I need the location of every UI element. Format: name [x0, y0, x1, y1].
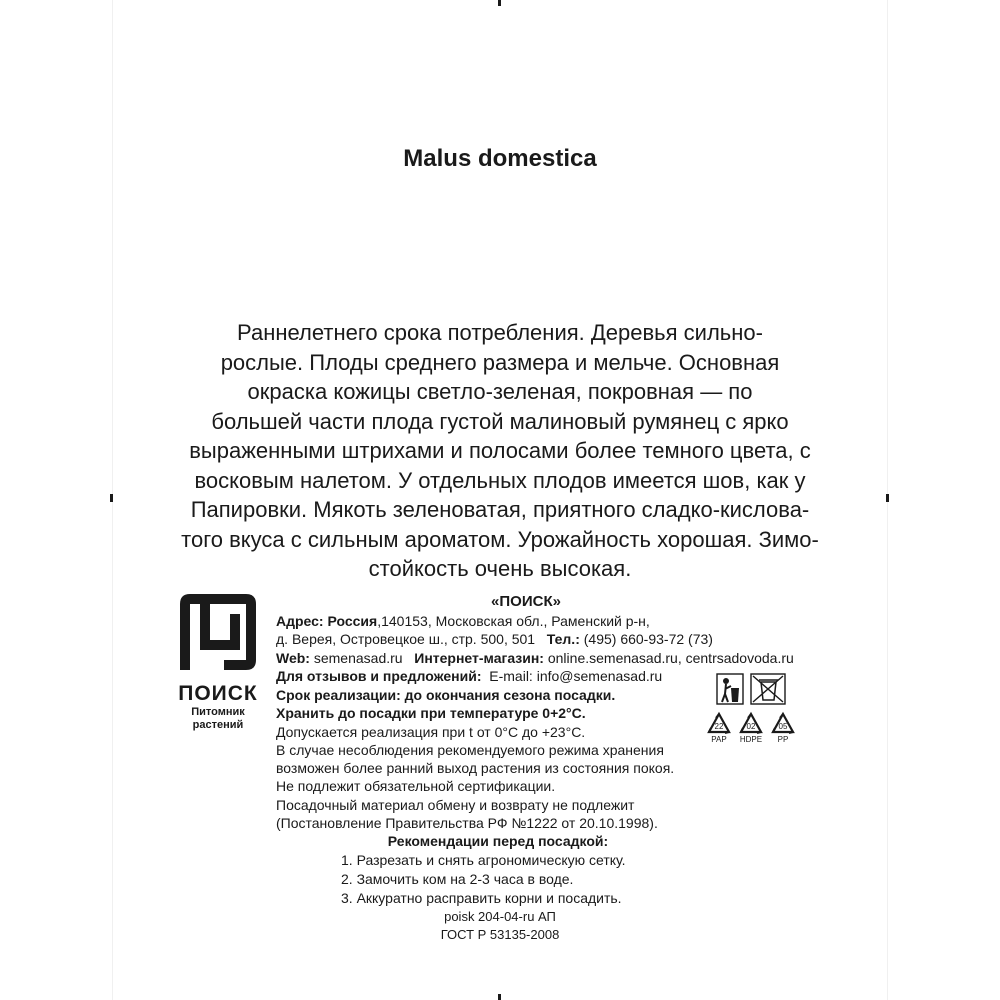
- recycling-icons: [706, 672, 798, 752]
- description-line: Раннелетнего срока потребления. Деревья сильно-: [237, 320, 763, 345]
- phone-label: Тел.:: [546, 631, 580, 647]
- certification-note: Не подлежит обязательной сертификации.: [276, 778, 556, 795]
- address-country: Россия: [327, 612, 378, 629]
- storage-info: [276, 686, 716, 832]
- planting-recommendations: [276, 832, 676, 908]
- address-street: д. Верея, Островецкое ш., стр. 500, 501: [276, 631, 536, 647]
- description-line: стойкость очень высокая.: [368, 556, 632, 581]
- return-policy-line-2: (Постановление Правительства РФ №1222 от 20.10.1998).: [276, 815, 658, 832]
- tidyman-icon: [717, 674, 743, 704]
- description-line: окраска кожицы светло-зеленая, покровная — по: [247, 379, 753, 404]
- recycle-pap-icon: [709, 714, 729, 744]
- company-brand: «ПОИСК»: [491, 593, 561, 610]
- gost-standard: ГОСТ Р 53135-2008: [440, 927, 560, 942]
- description-line: рослые. Плоды среднего размера и мельче. Основная: [220, 349, 780, 375]
- species-title: Malus domestica: [403, 145, 597, 172]
- storage-warning-line-1: В случае несоблюдения рекомендуемого режима хранения: [276, 741, 664, 758]
- web-line: [276, 649, 816, 668]
- shop-address: online.semenasad.ru, centrsadovoda.ru: [547, 649, 794, 666]
- recycle-code-hdpe: 02: [746, 722, 756, 731]
- product-codes: [430, 908, 570, 944]
- phone-number: (495) 660-93-72 (73): [583, 631, 713, 647]
- address-line-2: [276, 630, 816, 649]
- product-code: poisk 204-04-ru АП: [444, 909, 556, 924]
- logo-subtitle-line2: растений: [192, 719, 244, 731]
- description-line: Папировки. Мякоть зеленоватая, приятного сладко-кислова-: [190, 497, 810, 522]
- recycle-hdpe-icon: [740, 714, 762, 744]
- description-line: выраженными штрихами и полосами более темного цвета, с: [189, 438, 811, 463]
- recycle-code-pp: 05: [778, 722, 788, 731]
- no-litter-icon: [751, 674, 785, 704]
- feedback-label: Для отзывов и предложений:: [276, 668, 482, 684]
- storage-temperature: Хранить до посадки при температуре 0+2°С.: [276, 705, 586, 722]
- shop-label: Интернет-магазин:: [414, 649, 544, 666]
- bottom-crop-mark: [498, 994, 501, 1000]
- address-label: Адрес:: [276, 612, 324, 629]
- recycle-label-hdpe: HDPE: [739, 735, 763, 744]
- recycle-pp-icon: [773, 714, 793, 744]
- recommendations-heading: Рекомендации перед посадкой:: [387, 833, 609, 849]
- return-policy-line-1: Посадочный материал обмену и возврату не подлежит: [276, 796, 635, 813]
- recommendation-step: 1. Разрезать и снять агрономическую сетку.: [341, 852, 626, 868]
- address-line-1: [276, 612, 816, 631]
- email-address: E-mail: info@semenasad.ru: [489, 668, 663, 684]
- web-label: Web:: [276, 649, 310, 666]
- recommendation-step: 3. Аккуратно расправить корни и посадить.: [341, 890, 622, 906]
- logo-name: ПОИСК: [178, 682, 258, 705]
- top-crop-mark: [498, 0, 501, 6]
- allowed-temperature: Допускается реализация при t от 0°C до +23°С.: [276, 723, 586, 740]
- web-address: semenasad.ru: [313, 649, 403, 666]
- left-crop-mark: [110, 494, 113, 502]
- recycle-code-pap: 22: [714, 722, 724, 731]
- storage-warning-line-2: возможен более ранний выход растения из состояния покоя.: [276, 760, 675, 777]
- recycle-label-pap: PAP: [711, 735, 727, 744]
- shelf-life: Срок реализации: до окончания сезона посадки.: [276, 687, 616, 703]
- recycle-label-pp: PP: [777, 735, 789, 744]
- logo-subtitle-line1: Питомник: [191, 706, 245, 718]
- recommendation-step: 2. Замочить ком на 2-3 часа в воде.: [341, 871, 574, 887]
- description-line: восковым налетом. У отдельных плодов имеется шов, как у: [194, 467, 806, 493]
- description-line: того вкуса с сильным ароматом. Урожайность хорошая. Зимо-: [181, 526, 819, 552]
- variety-description: [170, 318, 830, 584]
- address-rest: ,140153, Московская обл., Раменский р-н,: [377, 612, 650, 629]
- right-crop-mark: [886, 494, 889, 502]
- description-line: большей части плода густой малиновый румянец с ярко: [211, 408, 789, 434]
